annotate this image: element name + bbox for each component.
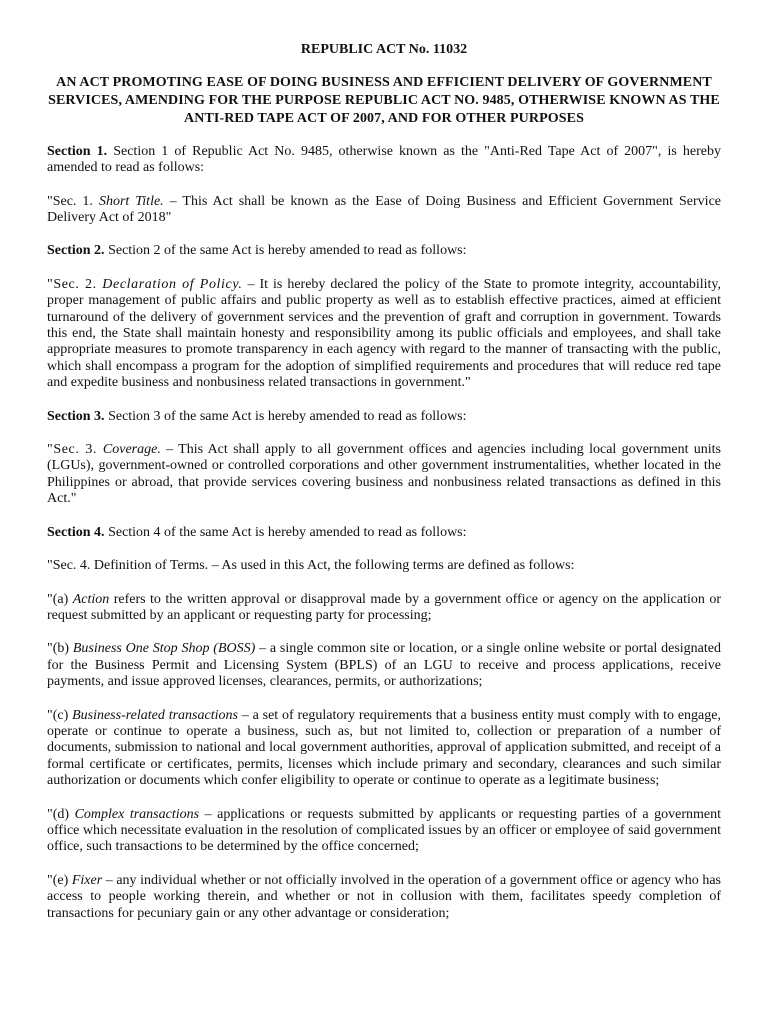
definition-e-text: – any individual whether or not officially involved in the operation of a government office or agency who has access to people working therein, and whether or not in collusion with them, facilitates speedy completion of transactions for pecuniary gain or any other advantage or consideration; — [47, 872, 721, 921]
sec-2-quote-term: Declaration of Policy. — [102, 276, 243, 292]
sec-2-quote-prefix: "Sec. 2. — [47, 276, 103, 292]
definition-d-text: – applications or requests submitted by applicants or requesting parties of a government office which necessitate evaluation in the resolution of complicated issues by an officer or employee of said government office, such transactions to be determined by the office concerned; — [47, 806, 721, 855]
definition-a-term: Action — [72, 591, 110, 607]
document-page — [47, 42, 721, 939]
definition-a — [47, 592, 721, 625]
definition-e-term: Fixer — [71, 872, 103, 888]
definition-d — [47, 807, 721, 856]
definition-e-prefix: "(e) — [47, 872, 72, 888]
section-2-label: Section 2. — [47, 243, 105, 259]
sec-1-quote-prefix: "Sec. 1. — [47, 193, 99, 209]
sec-3-quote-text: – This Act shall apply to all government offices and agencies including local government units (LGUs), government-owned or controlled corporations and other government instrumentalities, whether located in the Philippines or abroad, that provide services covering business and nonbusiness related transactions as defined in this Act." — [47, 442, 721, 507]
definition-d-prefix: "(d) — [47, 806, 75, 822]
section-4-text: Section 4 of the same Act is hereby amended to read as follows: — [104, 524, 467, 540]
definition-b-text: – a single common site or location, or a single online website or portal designated for the Business Permit and Licensing System (BPLS) of an LGU to receive and process applications, receive payments, and issue approved licenses, clearances, permits, or authorizations; — [47, 641, 722, 690]
sec-3-quote-term: Coverage. — [102, 442, 161, 458]
section-4-label: Section 4. — [47, 524, 105, 540]
sec-3-quote-prefix: "Sec. 3. — [47, 442, 103, 458]
definition-b — [47, 641, 721, 690]
section-2-text: Section 2 of the same Act is hereby amended to read as follows: — [104, 243, 467, 259]
act-title: REPUBLIC ACT No. 11032 — [300, 42, 468, 57]
definition-c-text: – a set of regulatory requirements that a business entity must comply with to engage, operate or continue to operate a business, such as, but not limited to, collection or preparation of a number of documents, submission to national and local government authorities, approval of application submitted, and receipt of a formal certificate or certificates, permits, licenses which include primary and secondary, clearances and such similar authorization or documents which confer eligibility to operate or continue to operate as a legitimate business; — [47, 707, 721, 789]
section-1-paragraph — [47, 144, 721, 177]
sec-2-quote-text: – It is hereby declared the policy of the State to promote integrity, accountability, proper management of public affairs and public property as well as to establish effective practices, aimed at efficient turnaround of the delivery of government services and the prevention of graft and corruption in government. Towards this end, the State shall maintain honesty and responsibility among its public officials and employees, and shall take appropriate measures to promote transparency in each agency with regard to the manner of transacting with the public, which shall encompass a program for the adoption of simplified requirements and procedures that will reduce red tape and expedite business and nonbusiness related transactions in government." — [47, 276, 721, 391]
sec-2-quote-paragraph — [47, 277, 721, 392]
definition-b-term: Business One Stop Shop (BOSS) — [72, 641, 256, 657]
definition-e — [47, 873, 721, 922]
section-1-text: Section 1 of Republic Act No. 9485, otherwise known as the "Anti-Red Tape Act of 2007", is hereby amended to read as follows: — [47, 143, 721, 176]
definition-c-prefix: "(c) — [47, 707, 73, 723]
sec-1-quote-text: – This Act shall be known as the Ease of Doing Business and Efficient Government Service Delivery Act of 2018" — [47, 193, 721, 226]
section-3-text: Section 3 of the same Act is hereby amended to read as follows: — [104, 408, 467, 424]
definition-a-text: refers to the written approval or disapproval made by a government office or agency on the application or request submitted by an applicant or requesting party for processing; — [47, 591, 721, 623]
section-3-label: Section 3. — [47, 408, 105, 424]
section-2-paragraph — [47, 243, 721, 259]
sec-1-quote-term: Short Title. — [98, 193, 164, 209]
act-subtitle: AN ACT PROMOTING EASE OF DOING BUSINESS AND EFFICIENT DELIVERY OF GOVERNMENT SERVICES, AMENDING FOR THE PURPOSE REPUBLIC ACT NO. 9485, OTHERWISE KNOWN AS THE ANTI-RED TAPE ACT OF 2007, AND FOR OTHER PURPOSES — [48, 75, 720, 126]
definition-b-prefix: "(b) — [47, 641, 73, 657]
section-4-paragraph — [47, 525, 721, 541]
definition-c-term: Business-related transactions — [72, 707, 238, 723]
definition-d-term: Complex transactions — [74, 806, 200, 822]
definition-a-prefix: "(a) — [47, 591, 73, 607]
section-1-label: Section 1. — [47, 143, 108, 159]
sec-1-quote-paragraph — [47, 194, 721, 227]
definition-c — [47, 708, 721, 790]
sec-3-quote-paragraph — [47, 442, 721, 508]
sec-4-quote-paragraph: "Sec. 4. Definition of Terms. – As used in this Act, the following terms are defined as follows: — [47, 558, 575, 574]
section-3-paragraph — [47, 409, 721, 425]
